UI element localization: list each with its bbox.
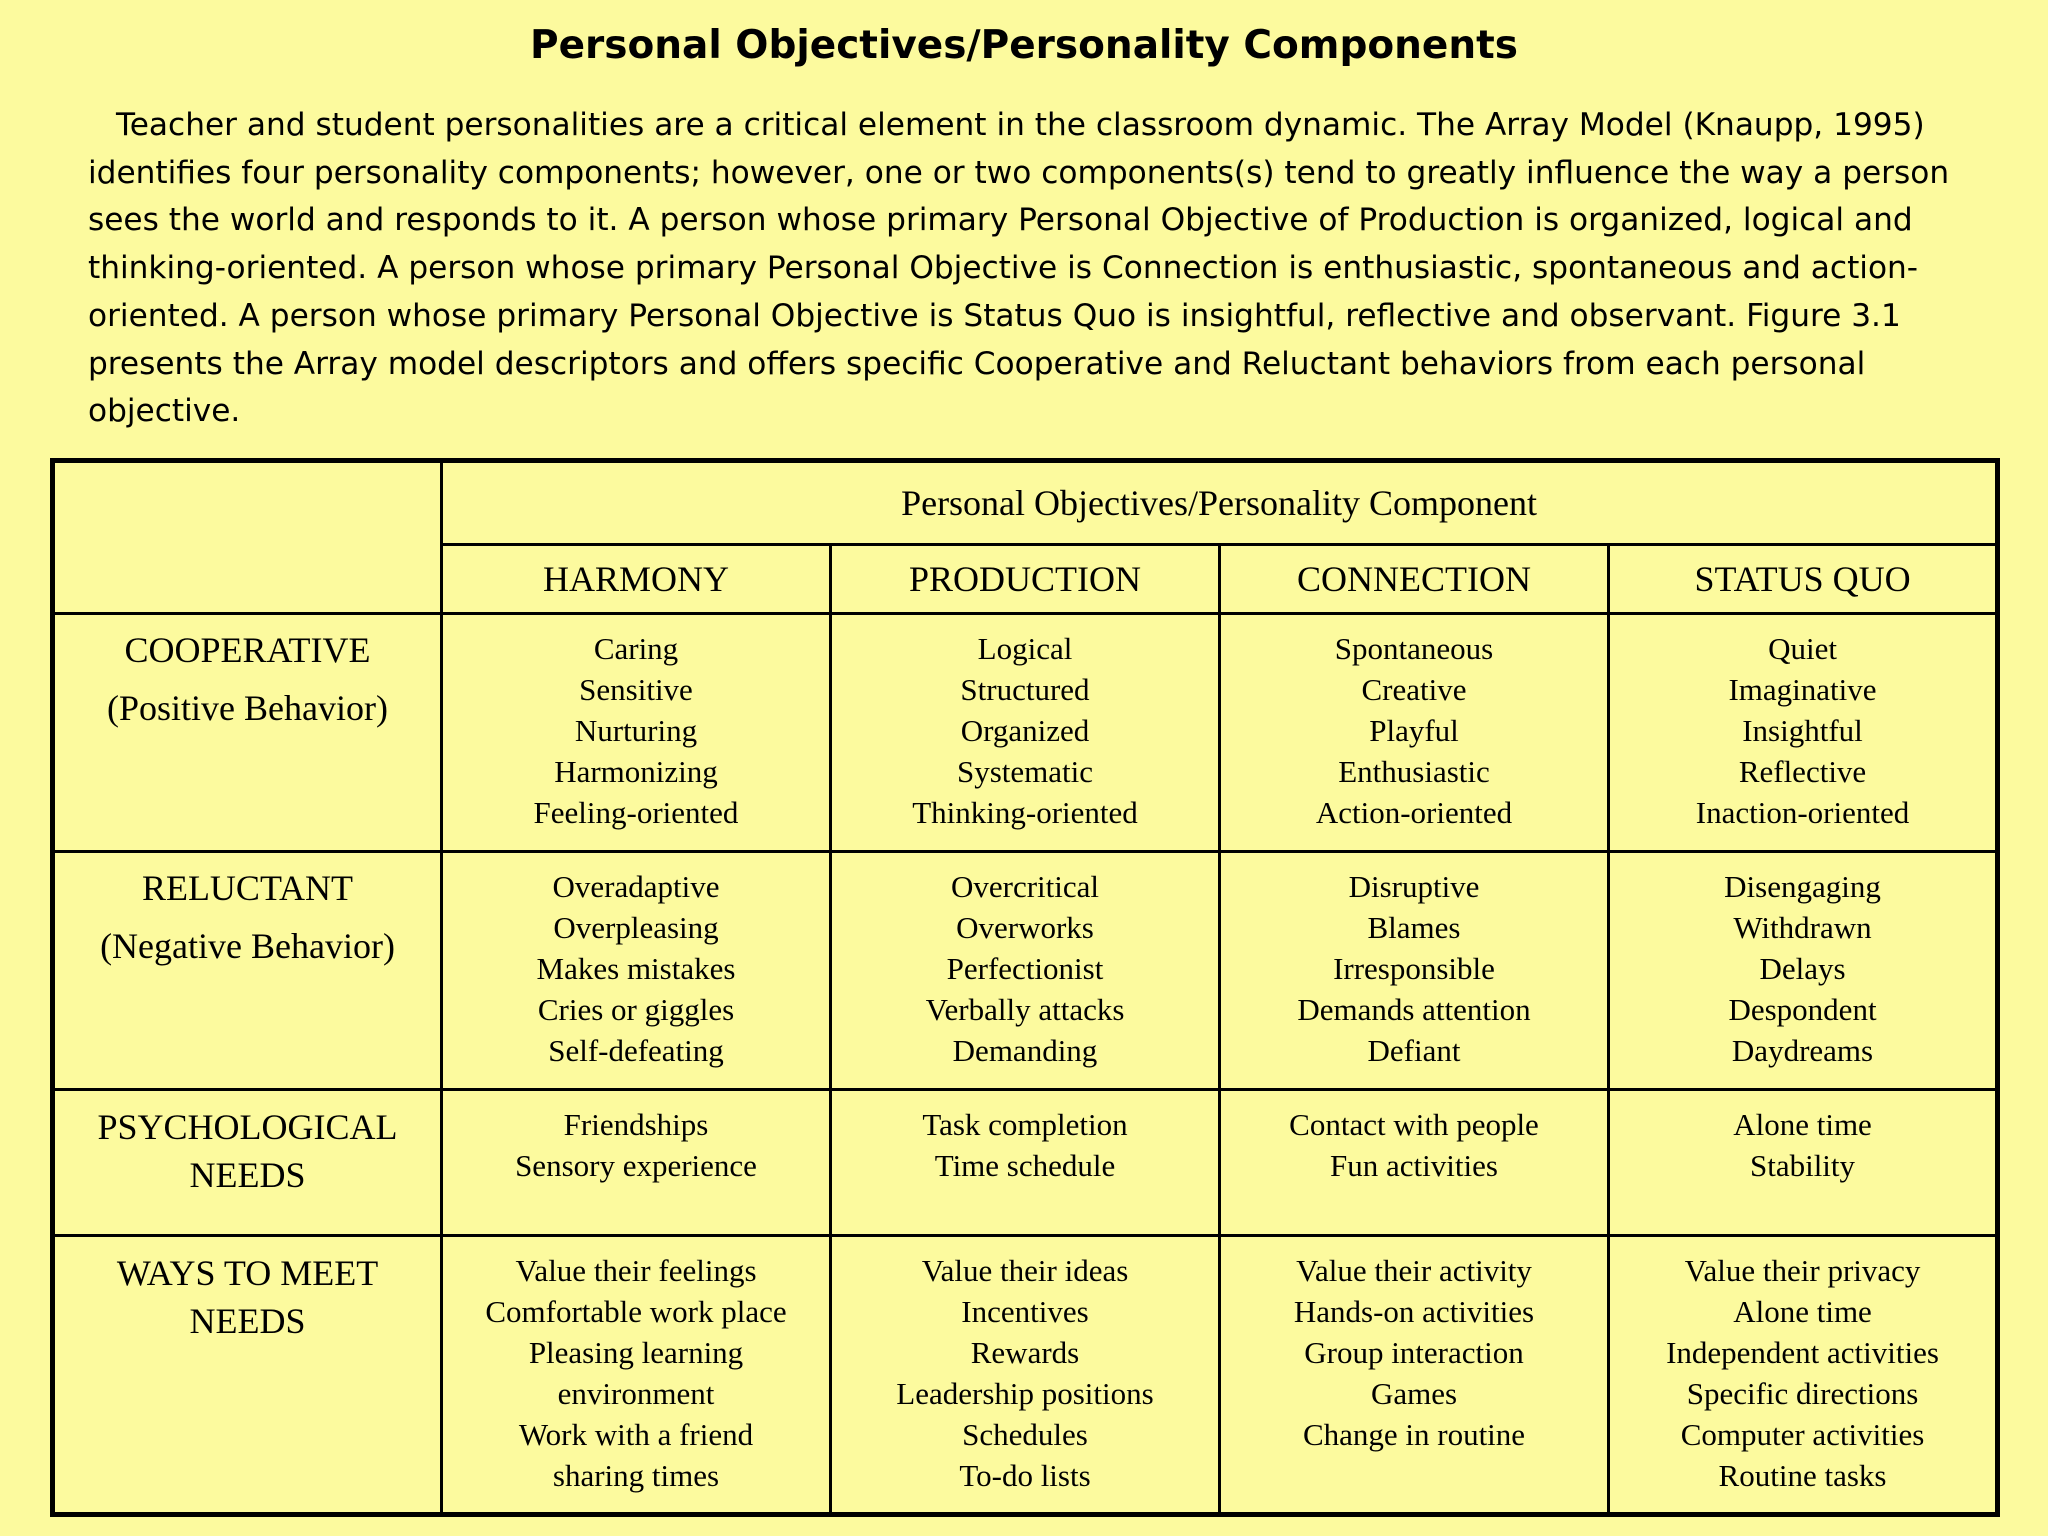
cell-item: Perfectionist xyxy=(946,951,1104,986)
cell-item: Group interaction xyxy=(1304,1335,1524,1370)
cell-psychological-connection xyxy=(1220,1090,1609,1236)
table-row-reluctant xyxy=(53,852,1998,1090)
cell-item: Value their privacy xyxy=(1684,1253,1921,1288)
cell-item: Schedules xyxy=(962,1417,1088,1452)
row-label-reluctant xyxy=(53,852,442,1090)
cell-item: Reflective xyxy=(1738,754,1867,789)
cell-cooperative-harmony xyxy=(442,614,831,852)
cell-ways-production xyxy=(831,1236,1220,1515)
empty-corner-cell xyxy=(53,461,442,614)
cell-item: Time schedule xyxy=(934,1148,1116,1183)
cell-item: Alone time xyxy=(1733,1294,1872,1329)
row-label-line: (Negative Behavior) xyxy=(100,926,395,966)
cell-item: Task completion xyxy=(922,1107,1128,1142)
cell-item: Verbally attacks xyxy=(925,992,1125,1027)
cell-item: Comfortable work place xyxy=(485,1294,787,1329)
cell-item: Nurturing xyxy=(574,713,698,748)
cell-item: Disruptive xyxy=(1348,869,1480,904)
cell-item: Demands attention xyxy=(1297,992,1531,1027)
cell-item: Withdrawn xyxy=(1733,910,1872,945)
row-label-psychological-needs xyxy=(53,1090,442,1236)
cell-item: Specific directions xyxy=(1686,1376,1919,1411)
cell-item: Structured xyxy=(960,672,1090,707)
column-header-production: PRODUCTION xyxy=(831,545,1220,614)
intro-line: presents the Array model descriptors and offers specific Cooperative and Reluctant behaviors from each personal xyxy=(88,345,1866,382)
table-row-cooperative xyxy=(53,614,1998,852)
cell-item: Incentives xyxy=(961,1294,1089,1329)
cell-item: Harmonizing xyxy=(554,754,718,789)
cell-item: Rewards xyxy=(970,1335,1080,1370)
cell-item: Pleasing learning xyxy=(528,1335,744,1370)
row-label-ways-to-meet-needs xyxy=(53,1236,442,1515)
cell-item: Alone time xyxy=(1733,1107,1872,1142)
cell-item: Contact with people xyxy=(1289,1107,1539,1142)
cell-item: Makes mistakes xyxy=(536,951,736,986)
cell-reluctant-production xyxy=(831,852,1220,1090)
row-label-line: NEEDS xyxy=(189,1155,306,1195)
page-title: Personal Objectives/Personality Components xyxy=(530,23,1518,68)
cell-item: Logical xyxy=(977,631,1073,666)
cell-item: Caring xyxy=(593,631,679,666)
cell-item: Thinking-oriented xyxy=(912,795,1138,830)
cell-item: Spontaneous xyxy=(1334,631,1494,666)
cell-item: Value their activity xyxy=(1296,1253,1532,1288)
cell-item: Daydreams xyxy=(1731,1033,1874,1068)
cell-item: Games xyxy=(1370,1376,1458,1411)
cell-item: Imaginative xyxy=(1728,672,1877,707)
cell-item: Overadaptive xyxy=(552,869,720,904)
cell-item: Despondent xyxy=(1728,992,1877,1027)
column-header-connection: CONNECTION xyxy=(1220,545,1609,614)
intro-line: objective. xyxy=(88,393,241,430)
cell-reluctant-status-quo xyxy=(1609,852,1998,1090)
cell-item: Feeling-oriented xyxy=(533,795,739,830)
cell-item: Defiant xyxy=(1367,1033,1461,1068)
cell-item: Value their ideas xyxy=(921,1253,1129,1288)
cell-item: Enthusiastic xyxy=(1338,754,1490,789)
cell-item: Sensory experience xyxy=(515,1148,757,1183)
cell-reluctant-connection xyxy=(1220,852,1609,1090)
cell-item: Quiet xyxy=(1768,631,1837,666)
cell-item: Cries or giggles xyxy=(537,992,735,1027)
cell-item: Playful xyxy=(1369,713,1459,748)
intro-line: thinking-oriented. A person whose primary Personal Objective is Connection is enthusiastic, spontaneous and action- xyxy=(88,250,1919,287)
column-header-status-quo: STATUS QUO xyxy=(1609,545,1998,614)
cell-item: Action-oriented xyxy=(1315,795,1513,830)
array-model-table xyxy=(50,458,2000,1517)
cell-item: Work with a friend xyxy=(518,1417,754,1452)
cell-cooperative-status-quo xyxy=(1609,614,1998,852)
cell-item: Insightful xyxy=(1742,713,1863,748)
intro-line: Teacher and student personalities are a critical element in the classroom dynamic. The Array Model (Knaupp, 1995) xyxy=(116,107,1925,143)
cell-item: To-do lists xyxy=(959,1458,1091,1493)
cell-item: Disengaging xyxy=(1724,869,1881,904)
cell-item: sharing times xyxy=(552,1458,720,1493)
column-header-harmony: HARMONY xyxy=(442,545,831,614)
row-label-line: WAYS TO MEET xyxy=(116,1253,379,1293)
cell-psychological-status-quo xyxy=(1609,1090,1998,1236)
cell-item: Overworks xyxy=(956,910,1094,945)
cell-item: Delays xyxy=(1759,951,1846,986)
cell-psychological-production xyxy=(831,1090,1220,1236)
row-label-cooperative xyxy=(53,614,442,852)
cell-item: Overcritical xyxy=(950,869,1100,904)
cell-item: Friendships xyxy=(563,1107,709,1142)
table-main-header: Personal Objectives/Personality Component xyxy=(442,461,1998,545)
cell-item: Systematic xyxy=(956,754,1094,789)
intro-line: sees the world and responds to it. A person whose primary Personal Objective of Production is organized, logical and xyxy=(88,202,1913,239)
cell-reluctant-harmony xyxy=(442,852,831,1090)
intro-line: identifies four personality components; however, one or two components(s) tend to greatly influence the way a person xyxy=(88,154,1950,191)
cell-item: Sensitive xyxy=(579,672,693,707)
cell-item: Fun activities xyxy=(1330,1148,1498,1183)
cell-item: Value their feelings xyxy=(515,1253,757,1288)
cell-item: Self-defeating xyxy=(548,1033,724,1068)
row-label-line: COOPERATIVE xyxy=(124,630,371,670)
row-label-line: NEEDS xyxy=(189,1301,306,1341)
cell-item: Creative xyxy=(1361,672,1467,707)
cell-item: Demanding xyxy=(952,1033,1098,1068)
cell-item: Change in routine xyxy=(1302,1417,1526,1452)
cell-item: Irresponsible xyxy=(1333,951,1495,986)
table-row-ways-to-meet-needs xyxy=(53,1236,1998,1515)
cell-item: Leadership positions xyxy=(896,1376,1154,1411)
cell-item: Hands-on activities xyxy=(1293,1294,1535,1329)
cell-item: Routine tasks xyxy=(1718,1458,1887,1493)
cell-ways-connection xyxy=(1220,1236,1609,1515)
cell-item: Overpleasing xyxy=(553,910,719,945)
cell-item: environment xyxy=(557,1376,715,1411)
cell-item: Computer activities xyxy=(1680,1417,1925,1452)
intro-paragraph xyxy=(88,102,2048,436)
cell-psychological-harmony xyxy=(442,1090,831,1236)
table-row-psychological-needs xyxy=(53,1090,1998,1236)
intro-line: oriented. A person whose primary Personal Objective is Status Quo is insightful, reflective and observant. Figure 3.1 xyxy=(88,297,1901,334)
cell-item: Blames xyxy=(1367,910,1461,945)
table-header-row xyxy=(53,461,1998,545)
cell-ways-harmony xyxy=(442,1236,831,1515)
cell-cooperative-connection xyxy=(1220,614,1609,852)
cell-cooperative-production xyxy=(831,614,1220,852)
cell-ways-status-quo xyxy=(1609,1236,1998,1515)
cell-item: Inaction-oriented xyxy=(1695,795,1910,830)
row-label-line: (Positive Behavior) xyxy=(107,688,388,728)
cell-item: Stability xyxy=(1749,1148,1856,1183)
row-label-line: RELUCTANT xyxy=(141,868,354,908)
row-label-line: PSYCHOLOGICAL xyxy=(97,1107,398,1147)
cell-item: Independent activities xyxy=(1666,1335,1939,1370)
cell-item: Organized xyxy=(960,713,1090,748)
